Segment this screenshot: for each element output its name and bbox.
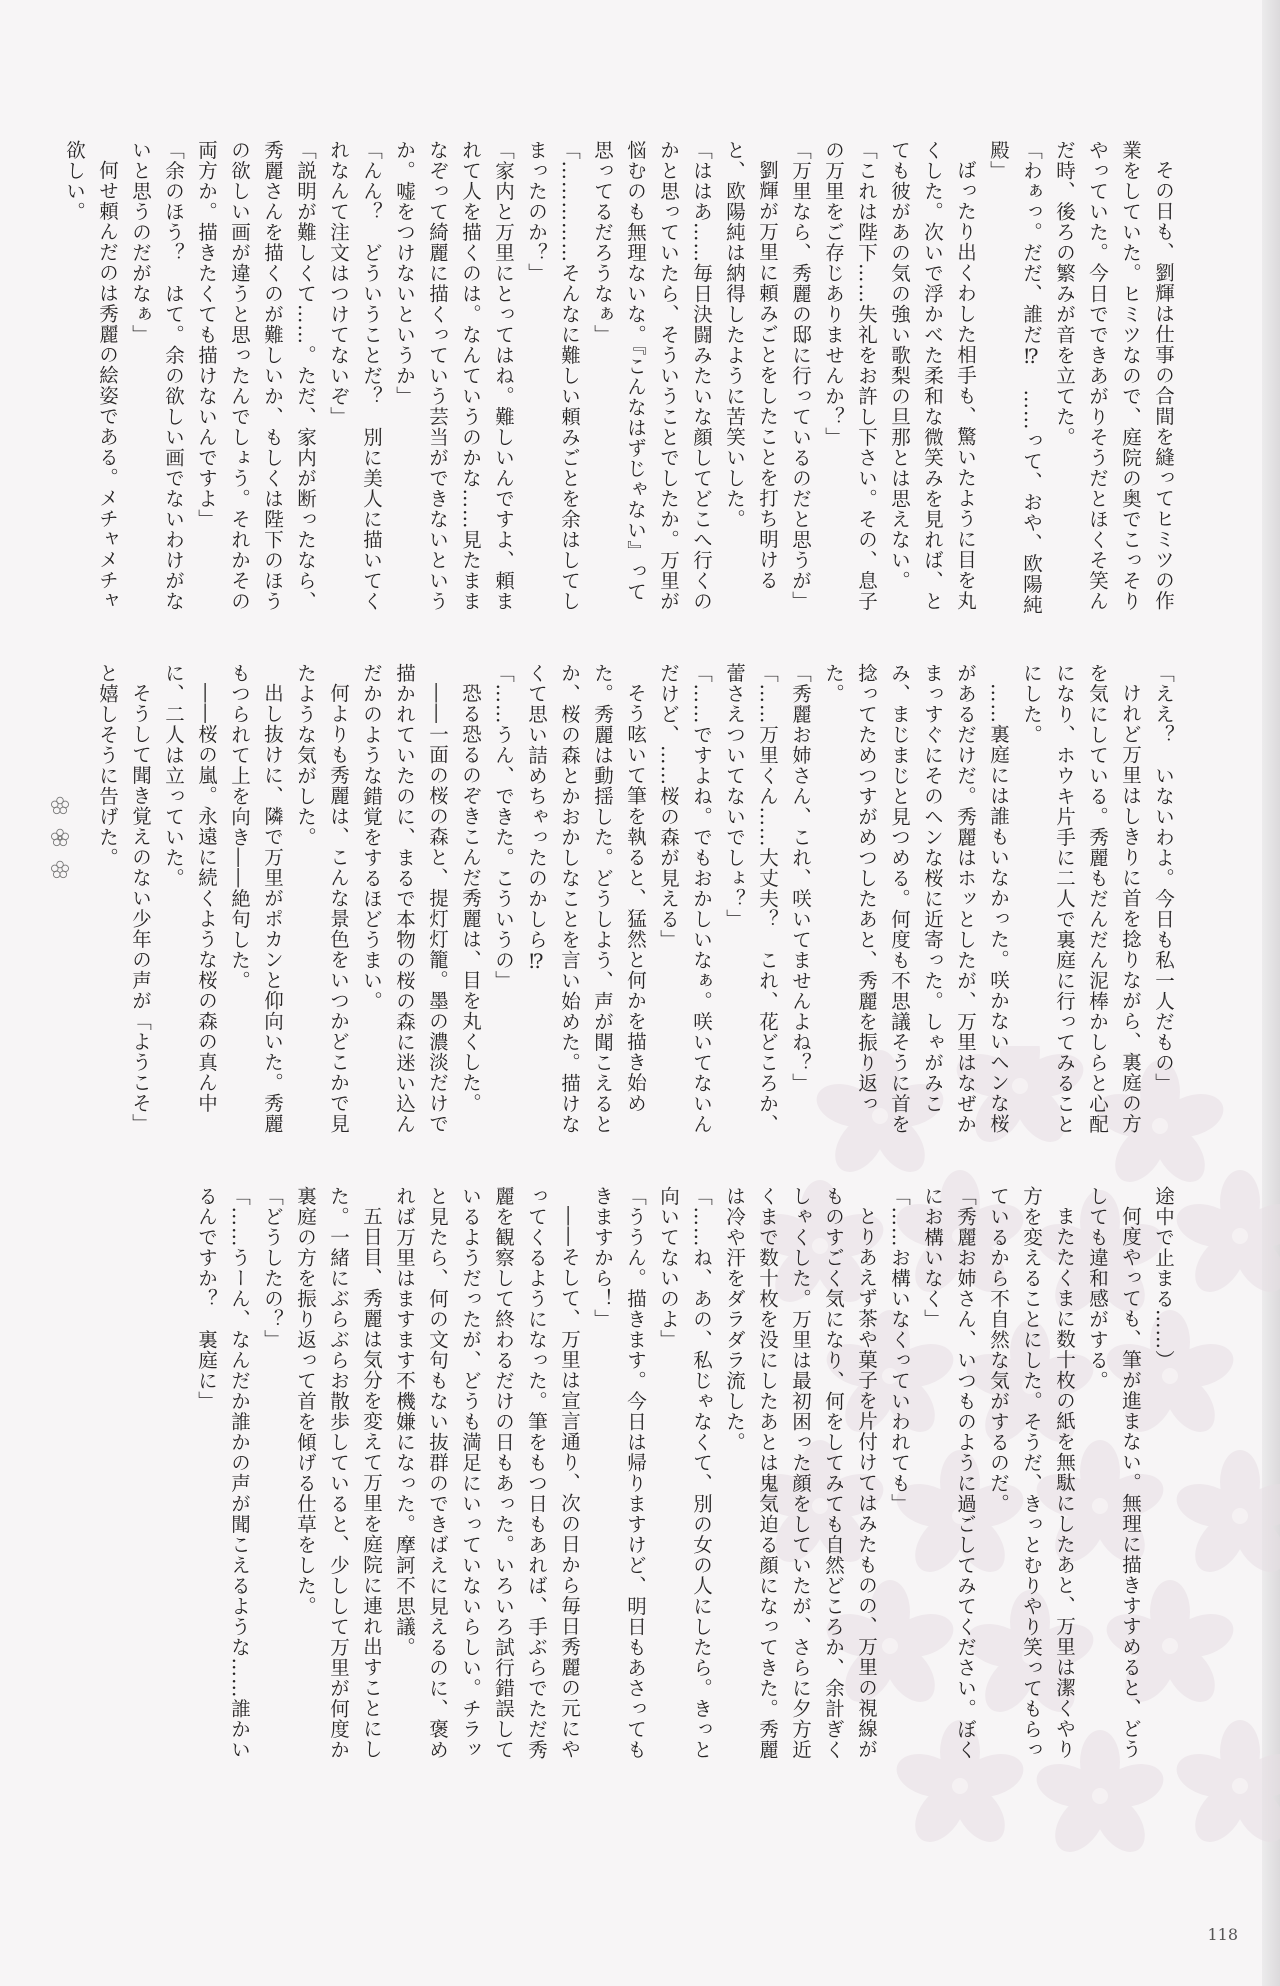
paragraph: その日も、劉輝は仕事の合間を縫ってヒミツの作業をしていた。ヒミツなので、庭院の奥でこっそりやっていた。今日でできあがりそうだとほくそ笑んだ時、後ろの繁みが音を立てた。: [1053, 140, 1175, 612]
paragraph: そう呟いて筆を執ると、猛然と何かを描き始めた。秀麗は動揺した。どうしよう、声が聞こえるとか、桜の森とかおかしなことを言い始めた。描けなくて思い詰めちゃったのかしら⁉: [525, 663, 647, 1135]
page-number: 118: [1207, 1925, 1238, 1944]
paragraph: 「家内と万里にとってはね。難しいんですよ、頼まれて人を描くのは。なんていうのかな……見たままなぞって綺麗に描くっていう芸当ができないというか。嘘をつけないというか」: [393, 140, 515, 612]
paragraph: ――桜の嵐。永遠に続くような桜の森の真ん中に、二人は立っていた。: [162, 663, 218, 1113]
paragraph: またたくまに数十枚の紙を無駄にしたあと、万里は潔くやり方を変えることにした。そうだ、きっとむりやり笑ってもらっているから不自然な気がするのだ。: [987, 1186, 1076, 1760]
paragraph: 「秀麗お姉さん、これ、咲いてませんよね？」: [789, 663, 812, 1094]
paragraph: 「……うん、できた。こういうの」: [492, 663, 515, 991]
paragraph: 何よりも秀麗は、こんな景色をいつかどこかで見たような気がした。: [294, 663, 350, 1134]
paragraph: 「んん？ どういうことだ？ 別に美人に描いてくれなんて注文はつけてないぞ」: [327, 140, 383, 612]
sakura-icon: [49, 827, 71, 849]
scene-break-ornament: [40, 795, 80, 881]
paragraph: ――そして、万里は宣言通り、次の日から毎日秀麗の元にやってくるようになった。筆をもつ日もあれば、手ぶらでただ秀麗を観察して終わるだけの日もあった。いろいろ試行錯誤しているようだったが、どうも満足にいっていないらしい。チラッと見たら、何の文句もない抜群のできばえに見えるのに、褒めれば万里はますます不機嫌になった。摩訶不思議。: [393, 1186, 581, 1760]
paragraph: ……裏庭には誰もいなかった。咲かないヘンな桜があるだけだ。秀麗はホッとしたが、万里はなぜかまっすぐにそのヘンな桜に近寄った。しゃがみこみ、まじまじと見つめる。何度も不思議そうに首を捻ってためつすがめつしたあと、秀麗を振り返った。: [822, 663, 1010, 1135]
paragraph: 「わぁっ。だだ、誰だ⁉ ……って、おや、欧陽純殿」: [987, 140, 1043, 615]
text-band-top: [63, 140, 1180, 620]
paragraph: 何度やっても、筆が進まない。無理に描きすすめると、どうしても違和感がする。: [1086, 1186, 1142, 1759]
paragraph: 「これは陛下……失礼をお許し下さい。その、息子の万里をご存じありませんか？」: [822, 140, 878, 612]
paragraph: 恐る恐るのぞきこんだ秀麗は、目を丸くした。: [459, 682, 482, 1113]
paragraph: 途中で止まる……）: [1152, 1186, 1175, 1371]
paragraph: 「……うーん、なんだか誰かの声が聞こえるような……誰かいるんですか？ 裏庭に」: [195, 1186, 251, 1760]
paragraph: ――一面の桜の森と、提灯灯籠。墨の濃淡だけで描かれていたのに、まるで本物の桜の森に迷い込んだかのような錯覚をするほどうまい。: [360, 663, 449, 1135]
text-band-middle: [95, 663, 1180, 1143]
paragraph: 「説明が難しくて……。ただ、家内が断ったなら、秀麗さんを描くのが難しいか、もしくは陛下のほうの欲しい画が違うと思ったんでしょう。それかその両方か。描きたくても描けないんですよ」: [195, 140, 317, 612]
paragraph: 「秀麗お姉さん、いつものように過ごしてみてください。ぼくにお構いなく」: [921, 1186, 977, 1760]
paragraph: 「……お構いなくっていわれても」: [888, 1186, 911, 1514]
paragraph: 出し抜けに、隣で万里がポカンと仰向いた。秀麗もつられて上を向き――絶句した。: [228, 663, 284, 1134]
paragraph: 「……………そんなに難しい頼みごとを余はしてしまったのか？」: [525, 140, 581, 612]
text-band-bottom: [95, 1186, 1180, 1766]
paragraph: 劉輝が万里に頼みごとをしたことを打ち明けると、欧陽純は納得したように苦笑いした。: [723, 140, 779, 590]
paragraph: 「ええ？ いないわよ。今日も私一人だもの」: [1152, 663, 1175, 1094]
paragraph: 何せ頼んだのは秀麗の絵姿である。メチャメチャ欲しい。: [63, 140, 119, 611]
paragraph: 「どうしたの？」: [261, 1186, 284, 1350]
paragraph: 「ははあ……毎日決闘みたいな顔してどこへ行くのかと思っていたら、そういうことでしたか。万里が悩むのも無理ないな。『こんなはずじゃない』って思ってるだろうなぁ」: [591, 140, 713, 612]
paragraph: 「……ね、あの、私じゃなくて、別の女の人にしたら。きっと向いてないのよ」: [657, 1186, 713, 1760]
paragraph: 「余のほう？ はて。余の欲しい画でないわけがないと思うのだがなぁ」: [129, 140, 185, 612]
paragraph: けれど万里はしきりに首を捻りながら、裏庭の方を気にしている。秀麗もだんだん泥棒かしらと心配になり、ホウキ片手に二人で裏庭に行ってみることにした。: [1020, 663, 1142, 1135]
sakura-icon: [49, 859, 71, 881]
paragraph: とりあえず茶や菓子を片付けてはみたものの、万里の視線がものすごく気になり、何をしてみても自然どころか、余計ぎくしゃくした。万里は最初困った顔をしていたが、さらに夕方近くまで数十枚を没にしたあとは鬼気迫る顔になってきた。秀麗は冷や汗をダラダラ流した。: [723, 1186, 878, 1760]
paragraph: 「……万里くん……大丈夫？ これ、花どころか、蕾さえついてないでしょ？」: [723, 663, 779, 1135]
paragraph: 「ううん。描きます。今日は帰りますけど、明日もあさってもきますから！」: [591, 1186, 647, 1760]
paragraph: 五日目、秀麗は気分を変えて万里を庭院に連れ出すことにした。一緒にぶらぶらお散歩していると、少しして万里が何度か裏庭の方を振り返って首を傾げる仕草をした。: [294, 1186, 383, 1760]
paragraph: 「万里なら、秀麗の邸に行っているのだと思うが」: [789, 140, 812, 612]
paragraph: 「……ですよね。でもおかしいなぁ。咲いてないんだけど、……桜の森が見える」: [657, 663, 713, 1135]
sakura-icon: [49, 795, 71, 817]
paragraph: ばったり出くわした相手も、驚いたように目を丸くした。次いで浮かべた柔和な微笑みを見れば、とても彼があの気の強い歌梨の旦那とは思えない。: [888, 140, 977, 612]
paragraph: そうして聞き覚えのない少年の声が「ようこそ」と嬉しそうに告げた。: [96, 663, 152, 1134]
